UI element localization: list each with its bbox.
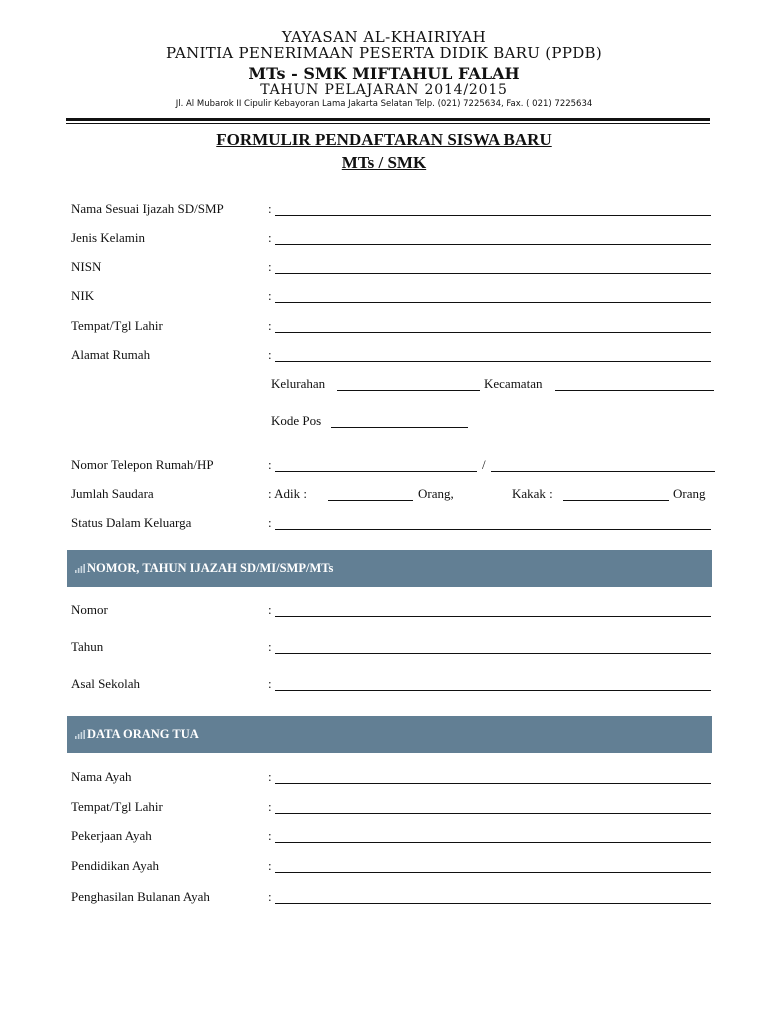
- field-blank-line[interactable]: [275, 215, 711, 216]
- school-address: Jl. Al Mubarok II Cipulir Kebayoran Lama Jakarta Selatan Telp. (021) 7225634, Fax. ( 021) 7225634: [175, 99, 593, 109]
- field-colon: :: [268, 288, 272, 303]
- field-colon: :: [268, 639, 272, 654]
- telepon-rumah-blank-line[interactable]: [275, 471, 477, 472]
- saudara-label: Jumlah Saudara: [71, 486, 154, 501]
- form-row-tempat-tgl-lahir: [71, 318, 716, 338]
- field-colon: :: [268, 230, 272, 245]
- field-label: Tahun: [71, 639, 104, 654]
- field-colon: :: [268, 769, 272, 784]
- form-row-nama: [71, 201, 716, 221]
- form-row-penghasilan-ayah: [71, 889, 716, 909]
- field-colon: :: [268, 318, 272, 333]
- slash-separator: /: [482, 457, 486, 472]
- section-header-orang-tua: [67, 716, 712, 753]
- kakak-label: Kakak :: [512, 486, 553, 501]
- field-colon: :: [268, 347, 272, 362]
- form-row-nik: [71, 288, 716, 308]
- telepon-hp-blank-line[interactable]: [491, 471, 715, 472]
- field-label: Pendidikan Ayah: [71, 858, 159, 873]
- form-row-pekerjaan-ayah: [71, 828, 716, 848]
- field-colon: :: [268, 889, 272, 904]
- field-blank-line[interactable]: [275, 690, 711, 691]
- orang-unit: Orang: [673, 486, 706, 501]
- signal-bars-icon: [75, 729, 85, 739]
- field-label: Jenis Kelamin: [71, 230, 146, 245]
- field-blank-line[interactable]: [275, 842, 711, 843]
- kode-pos-blank-line[interactable]: [331, 427, 468, 428]
- field-colon: :: [268, 259, 272, 274]
- form-row-nisn: [71, 259, 716, 279]
- field-label: Nama Ayah: [71, 769, 132, 784]
- field-label: Nomor: [71, 602, 108, 617]
- field-blank-line[interactable]: [275, 903, 711, 904]
- form-subtitle: MTs / SMK: [341, 153, 427, 172]
- kode-pos-label: Kode Pos: [271, 413, 322, 428]
- field-blank-line[interactable]: [275, 783, 711, 784]
- field-blank-line[interactable]: [275, 653, 711, 654]
- foundation-name: YAYASAN AL-KHAIRIYAH: [281, 28, 487, 46]
- field-blank-line[interactable]: [275, 813, 711, 814]
- field-label: Tempat/Tgl Lahir: [71, 318, 163, 333]
- kakak-blank-line[interactable]: [563, 500, 669, 501]
- form-row-status-keluarga: [71, 515, 716, 535]
- field-colon: :: [268, 457, 272, 472]
- field-label: Status Dalam Keluarga: [71, 515, 192, 530]
- orang-unit: Orang,: [418, 486, 454, 501]
- form-row-alamat: [71, 347, 716, 367]
- section-title: DATA ORANG TUA: [87, 727, 199, 741]
- kecamatan-label: Kecamatan: [484, 376, 543, 391]
- field-blank-line[interactable]: [275, 302, 711, 303]
- field-label: Asal Sekolah: [71, 676, 140, 691]
- form-row-tempat-tgl-lahir-ayah: [71, 799, 716, 819]
- form-row-tahun: [71, 639, 716, 659]
- section-header-ijazah: [67, 550, 712, 587]
- field-blank-line[interactable]: [275, 361, 711, 362]
- field-colon: :: [268, 828, 272, 843]
- kelurahan-label: Kelurahan: [271, 376, 326, 391]
- field-label: Pekerjaan Ayah: [71, 828, 152, 843]
- field-colon: :: [268, 602, 272, 617]
- field-colon: :: [268, 515, 272, 530]
- letterhead-rule-thick: [66, 118, 710, 121]
- field-label: Alamat Rumah: [71, 347, 151, 362]
- field-colon: :: [268, 799, 272, 814]
- field-label: Nama Sesuai Ijazah SD/SMP: [71, 201, 224, 216]
- field-blank-line[interactable]: [275, 529, 711, 530]
- letterhead-rule-thin: [66, 123, 710, 124]
- field-colon: :: [268, 201, 272, 216]
- section-title: NOMOR, TAHUN IJAZAH SD/MI/SMP/MTs: [87, 561, 334, 575]
- field-colon: :: [268, 676, 272, 691]
- field-blank-line[interactable]: [275, 244, 711, 245]
- field-blank-line[interactable]: [275, 332, 711, 333]
- form-row-pendidikan-ayah: [71, 858, 716, 878]
- field-blank-line[interactable]: [275, 616, 711, 617]
- committee-name: PANITIA PENERIMAAN PESERTA DIDIK BARU (PPDB): [165, 44, 603, 62]
- kecamatan-blank-line[interactable]: [555, 390, 714, 391]
- form-row-nama-ayah: [71, 769, 716, 789]
- field-blank-line[interactable]: [275, 872, 711, 873]
- field-label: Penghasilan Bulanan Ayah: [71, 889, 210, 904]
- field-label: Tempat/Tgl Lahir: [71, 799, 163, 814]
- form-row-jenis-kelamin: [71, 230, 716, 250]
- field-blank-line[interactable]: [275, 273, 711, 274]
- field-colon: :: [268, 858, 272, 873]
- kelurahan-blank-line[interactable]: [337, 390, 480, 391]
- form-row-asal-sekolah: [71, 676, 716, 696]
- form-row-nomor: [71, 602, 716, 622]
- field-label: NIK: [71, 288, 95, 303]
- adik-label: : Adik :: [268, 486, 308, 501]
- field-label: NISN: [71, 259, 102, 274]
- adik-blank-line[interactable]: [328, 500, 413, 501]
- telepon-label: Nomor Telepon Rumah/HP: [71, 457, 214, 472]
- signal-bars-icon: [75, 563, 85, 573]
- school-name: MTs - SMK MIFTAHUL FALAH: [248, 64, 520, 83]
- academic-year: TAHUN PELAJARAN 2014/2015: [260, 82, 508, 98]
- form-title: FORMULIR PENDAFTARAN SISWA BARU: [216, 130, 552, 149]
